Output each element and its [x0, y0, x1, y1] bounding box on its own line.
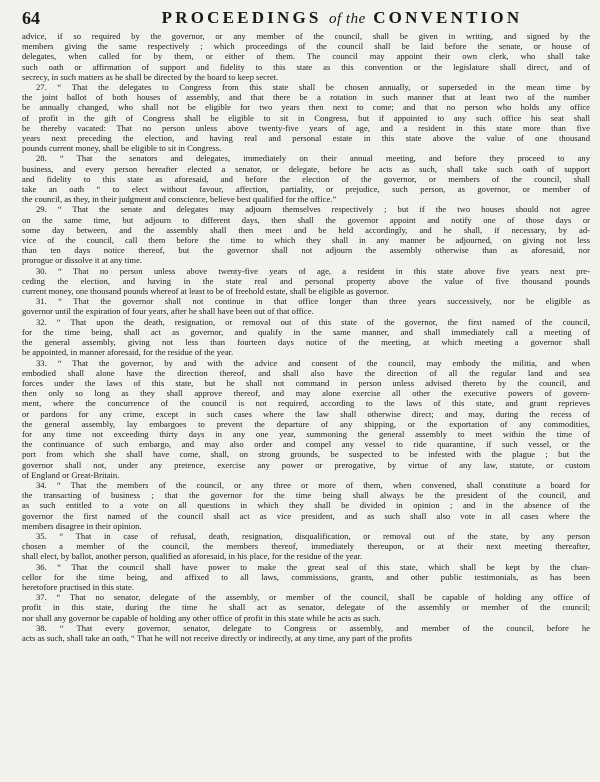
text-line: delegates, when called for by them, or either of them. The council may appoint their own clerk, who shall take — [22, 51, 590, 62]
text-line: business, and every person hereafter elected a senator, or delegate, before he acts as such, shall take such oath of support — [22, 163, 590, 174]
text-line: current money, one thousand pounds whereof at least to be of freehold estate, shall be eligible as governor. — [22, 286, 389, 297]
text-line: members giving the same respectively ; which proceedings of the council shall be laid before the senate, or house of — [22, 41, 590, 52]
paragraph — [22, 153, 590, 204]
text-line: the continuance of such embargo, and may also order and compel any vessel to ride quarantine, if such vessel, or the — [22, 439, 590, 450]
paragraph — [22, 592, 590, 623]
paragraph — [22, 623, 590, 643]
text-line: the general assembly, lay embargoes to prevent the departure of any shipping, or the exportation of any commodities, — [22, 418, 590, 429]
text-line: the general assembly, giving not less than fourteen days notice of the meeting, at which meeting a governor shall — [22, 337, 590, 348]
paragraph — [22, 296, 590, 316]
text-line: heretofore practised in this state. — [22, 581, 134, 592]
paragraph — [22, 82, 590, 153]
text-line: shall elect, by ballot, another person, qualified as aforesaid, in his place, for the residue of the year. — [22, 551, 363, 562]
text-line: chosen a member of the council, the members thereof, immediately thereupon, or at their next meeting thereafter, — [22, 541, 590, 552]
text-line: 34. “ That the members of the council, or any three or more of them, when convened, shall constitute a board for — [36, 479, 590, 490]
text-line: pounds current money, shall be eligible to sit in Congress. — [22, 143, 222, 154]
text-line: governor until the expiration of four years, after he shall have been out of that office. — [22, 306, 314, 317]
page-number: 64 — [22, 8, 40, 28]
text-line: 35. “ That in case of refusal, death, resignation, disqualification, or removal out of the state, by any person — [36, 530, 590, 541]
text-line: governor the first named of the council shall act as vice president, and as such shall also vote in all cases where the — [22, 510, 590, 521]
text-line: forces under the laws of this state, but he shall not command in person unless advised thereto by the council, and — [22, 377, 590, 388]
text-line: profit in this state, during the time he shall act as senator, delegate of the assembly or member of the council; — [22, 602, 590, 613]
text-line: the council, as they, in their judgment and conscience, believe best qualified for the office.” — [22, 194, 337, 205]
text-line: governor shall not, under any pretence, exercise any power or prerogative, by virtue of any law, statute, or custom — [22, 459, 590, 470]
text-line: 32. “ That upon the death, resignation, or removal out of this state of the governor, the first named of the council, — [36, 316, 590, 327]
text-line: acts as such, shall take an oath, “ That he will not receive directly or indirectly, at any time, any part of the profits — [22, 632, 412, 643]
running-title-right: CONVENTION — [373, 8, 523, 27]
text-line: ment, where the concurrence of the council is not required, according to the laws of this state, and grant reprieves — [22, 398, 590, 409]
text-line: for any time not exceeding thirty days in any one year, summoning the general assembly to meet within the time of — [22, 428, 590, 439]
paragraph — [22, 480, 590, 531]
text-line: 31. “ That the governor shall not continue in that office longer than three years successively, nor be eligible as — [36, 296, 590, 307]
text-line: be appointed, in manner aforesaid, for the residue of the year. — [22, 347, 234, 358]
text-line: members disagree in their opinion. — [22, 520, 142, 531]
paragraph — [22, 204, 590, 265]
text-line: be annually changed, who shall not be eligible for two years then next to come; and that no person who holds any office — [22, 102, 590, 113]
text-line: then only so long as they shall approve thereof, and may alone exercise all other the executive powers of govern- — [22, 388, 590, 399]
text-line: such oath or affirmation of support and fidelity to this state as this convention or the legislature shall direct, and of — [22, 61, 590, 72]
text-line: take an oath “ to elect without favour, affection, partiality, or prejudice, such person, as governor, or member of — [22, 184, 590, 195]
running-title-left: PROCEEDINGS — [161, 8, 322, 27]
text-line: 29. “ That the senate and delegates may adjourn themselves respectively ; but if the two houses should not agree — [36, 204, 590, 215]
text-line: of profit in the gift of Congress shall be eligible to sit in Congress, but if appointed to any such office his seat shall — [22, 112, 590, 123]
text-line: prorogue or dissolve it at any time. — [22, 255, 143, 266]
text-line: of England or Great-Britain. — [22, 469, 120, 480]
text-line: be thereby vacated: That no person unless above twenty-five years of age, and a resident in this state more than five — [22, 122, 590, 133]
running-header — [22, 6, 590, 30]
text-line: years next preceding the election, and having real and personal estate in this state above the value of one thousand — [22, 133, 590, 144]
text-line: 28. “ That the senators and delegates, immediately on their annual meeting, and before they proceed to any — [36, 153, 590, 164]
text-line: 33. “ That the governor, by and with the advice and consent of the council, may embody the militia, and when — [36, 357, 590, 368]
running-title-conjunction: of the — [329, 11, 366, 27]
paragraph — [22, 562, 590, 593]
text-line: than ten days notice thereof, but the governor shall not adjourn the assembly otherwise than as aforesaid, nor — [22, 245, 590, 256]
text-line: some day between, and the assembly shall then meet and be held accordingly, and he shall, if necessary, by ad- — [22, 224, 590, 235]
text-line: for the time being, shall act as governor, and qualify in the same manner, and shall immediately call a meeting of — [22, 326, 590, 337]
text-line: port from which she shall have come, shall, on strong grounds, be suspected to be infested with the plague ; but the — [22, 449, 590, 460]
text-line: 27. “ That the delegates to Congress from this state shall be chosen annually, or superseded in the mean time by — [36, 82, 590, 93]
text-line: or pardons for any crime, except in such cases where the law shall otherwise direct; and may, during the recess of — [22, 408, 590, 419]
paragraph — [22, 317, 590, 358]
text-line: secrecy, in such matters as he shall be directed by the board to keep secret. — [22, 71, 279, 82]
text-line: embodied shall alone have the direction thereof, and shall also have the direction of all the regular land and sea — [22, 367, 590, 378]
text-line: 37. “ That no senator, delegate of the assembly, or member of the council, shall be capable of holding any office of — [36, 592, 590, 603]
running-title — [92, 8, 592, 28]
text-line: on the same time, but adjourn to different days, then shall the governor appoint and notify one of those days or — [22, 214, 590, 225]
text-line: vice of the council, call them before the time to which they shall in any manner be adjourned, on giving not less — [22, 235, 590, 246]
paragraph — [22, 531, 590, 562]
text-line: nor shall any governor be capable of holding any other office of profit in this state while he acts as such. — [22, 612, 381, 623]
body-text — [22, 31, 590, 776]
text-line: the joint ballot of both houses of assembly, and that there be a rotation in such manner that at least two of the number — [22, 92, 590, 103]
paragraph — [22, 266, 590, 297]
text-line: the transacting of business ; that the governor for the time being shall always be the president of the council, and — [22, 490, 590, 501]
text-line: as such entitled to a vote on all questions in which they shall be divided in opinion ; and in the absence of the — [22, 500, 590, 511]
paragraph — [22, 31, 590, 82]
text-line: ceding the election, and having in the state real and personal property above the value of five thousand pounds — [22, 275, 590, 286]
text-line: cellor for the time being, and affixed to all laws, commissions, grants, and other public testimonials, as has been — [22, 571, 590, 582]
text-line: advice, if so required by the governor, or any member of the council, shall be given in writing, and signed by the — [22, 31, 590, 41]
paragraph — [22, 358, 590, 480]
text-line: 38. “ That every governor, senator, delegate to Congress or assembly, and member of the council, before he — [36, 622, 590, 633]
text-line: and fidelity to this state as aforesaid, and before the election of the governor, or members of the council, shall — [22, 173, 590, 184]
text-line: 30. “ That no person unless above twenty-five years of age, a resident in this state above five years next pre- — [36, 265, 590, 276]
text-line: 36. “ That the council shall have power to make the great seal of this state, which shall be kept by the chan- — [36, 561, 590, 572]
